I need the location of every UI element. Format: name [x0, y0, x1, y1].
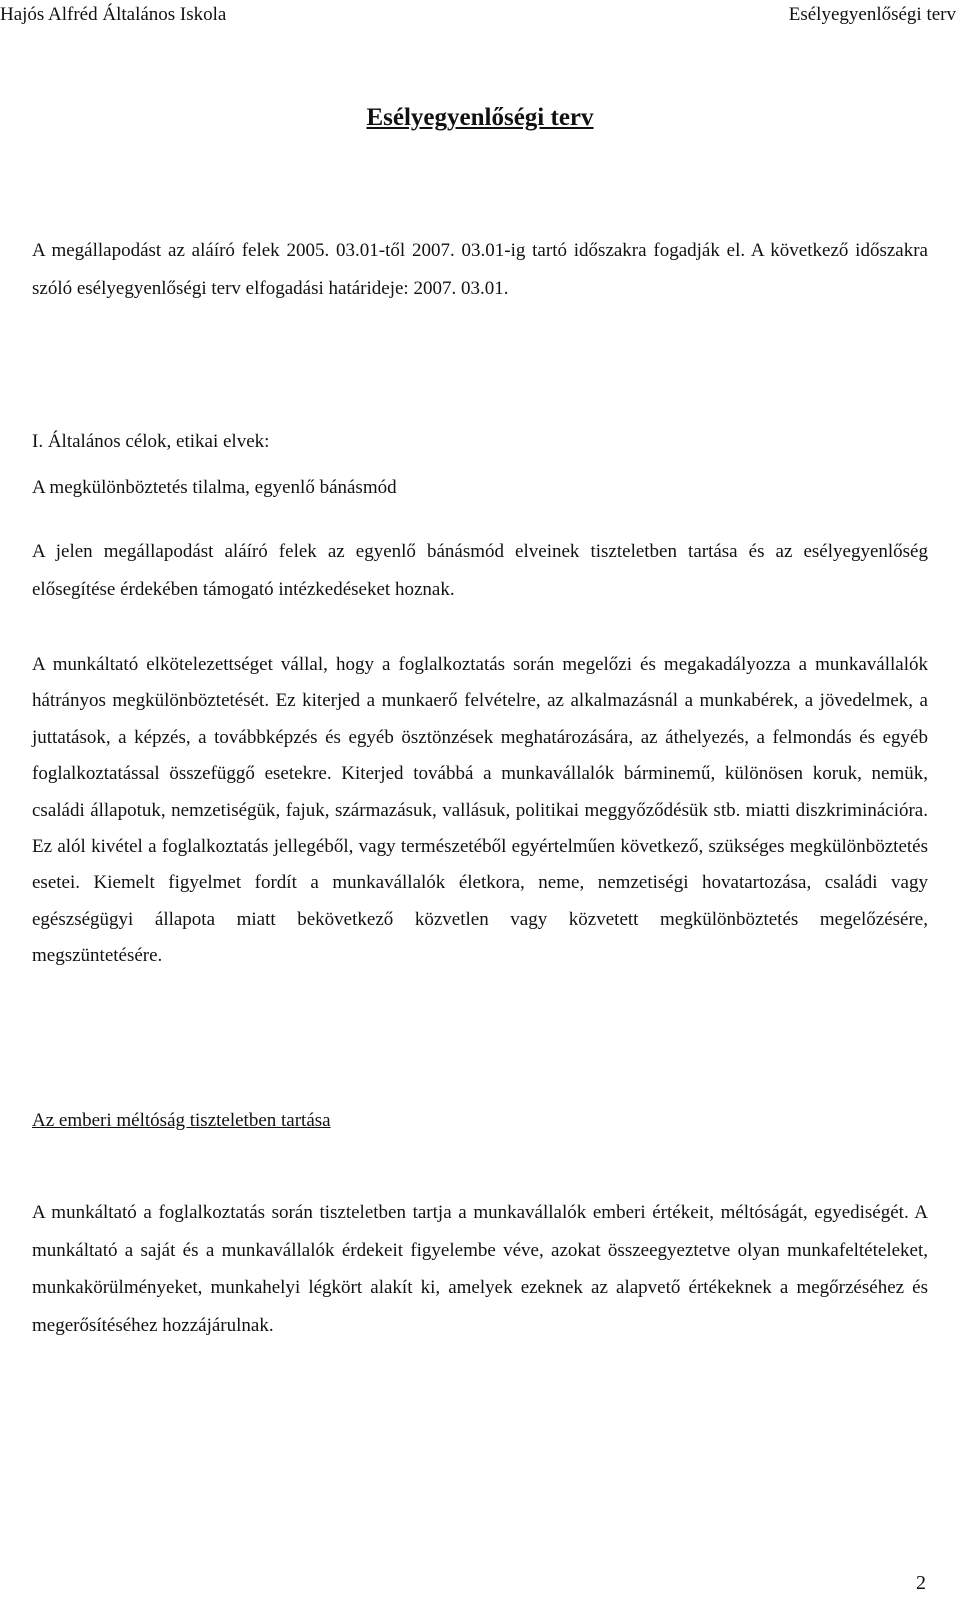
document-title: Esélyegyenlőségi terv — [366, 104, 594, 131]
section-heading-human-dignity: Az emberi méltóság tiszteletben tartása — [32, 1110, 331, 1131]
page-number: 2 — [916, 1572, 926, 1594]
intro-paragraph: A megállapodást az aláíró felek 2005. 03.01-től 2007. 03.01-ig tartó időszakra fogadják el. A következő időszakra szóló esélyegyenlőségi terv elfogadási határideje: 2007. 03.01. — [32, 240, 928, 299]
paragraph-human-dignity: A munkáltató a foglalkoztatás során tiszteletben tartja a munkavállalók emberi értékeit, méltóságát, egyediségét. A munkáltató a saját és a munkavállalók érdekeit figyelembe véve, azokat összeegyeztetve olyan munkafeltételeket, munkakörülményeket, munkahelyi légkört alakít ki, amelyek ezeknek az alapvető értékeknek a megőrzéséhez és megerősítéséhez hozzájárulnak. — [32, 1202, 928, 1336]
header-document-title: Esélyegyenlőségi terv — [788, 4, 956, 25]
subheading-equal-treatment: A megkülönböztetés tilalma, egyenlő bánásmód — [32, 477, 397, 498]
section-heading-general-goals: I. Általános célok, etikai elvek: — [32, 431, 270, 452]
paragraph-employer-commitment: A munkáltató elkötelezettséget vállal, hogy a foglalkoztatás során megelőzi és megakadályozza a munkavállalók hátrányos megkülönböztetését. Ez kiterjed a munkaerő felvételre, az alkalmazásnál a munkabérek, a jövedelmek, a juttatások, a képzés, a továbbképzés és egyéb ösztönzések meghatározására, az áthelyezés, a felmondás és egyéb foglalkoztatással összefüggő esetekre. Kiterjed továbbá a munkavállalók bárminemű, különösen koruk, nemük, családi állapotuk, nemzetiségük, fajuk, származásuk, vallásuk, politikai meggyőződésük stb. miatti diszkriminációra. Ez alól kivétel a foglalkoztatás jellegéből, vagy természetéből egyértelműen következő, szükséges megkülönböztetés esetei. Kiemelt figyelmet fordít a munkavállalók életkora, neme, nemzetiségi hovatartozása, családi vagy egészségügyi állapota miatt bekövetkező közvetlen vagy közvetett megkülönböztetés megelőzésére, megszüntetésére. — [32, 654, 928, 967]
header-school-name: Hajós Alfréd Általános Iskola — [0, 4, 227, 25]
paragraph-equal-treatment: A jelen megállapodást aláíró felek az egyenlő bánásmód elveinek tiszteletben tartása és az esélyegyenlőség elősegítése érdekében támogató intézkedéseket hoznak. — [32, 541, 928, 600]
running-header — [0, 4, 960, 34]
